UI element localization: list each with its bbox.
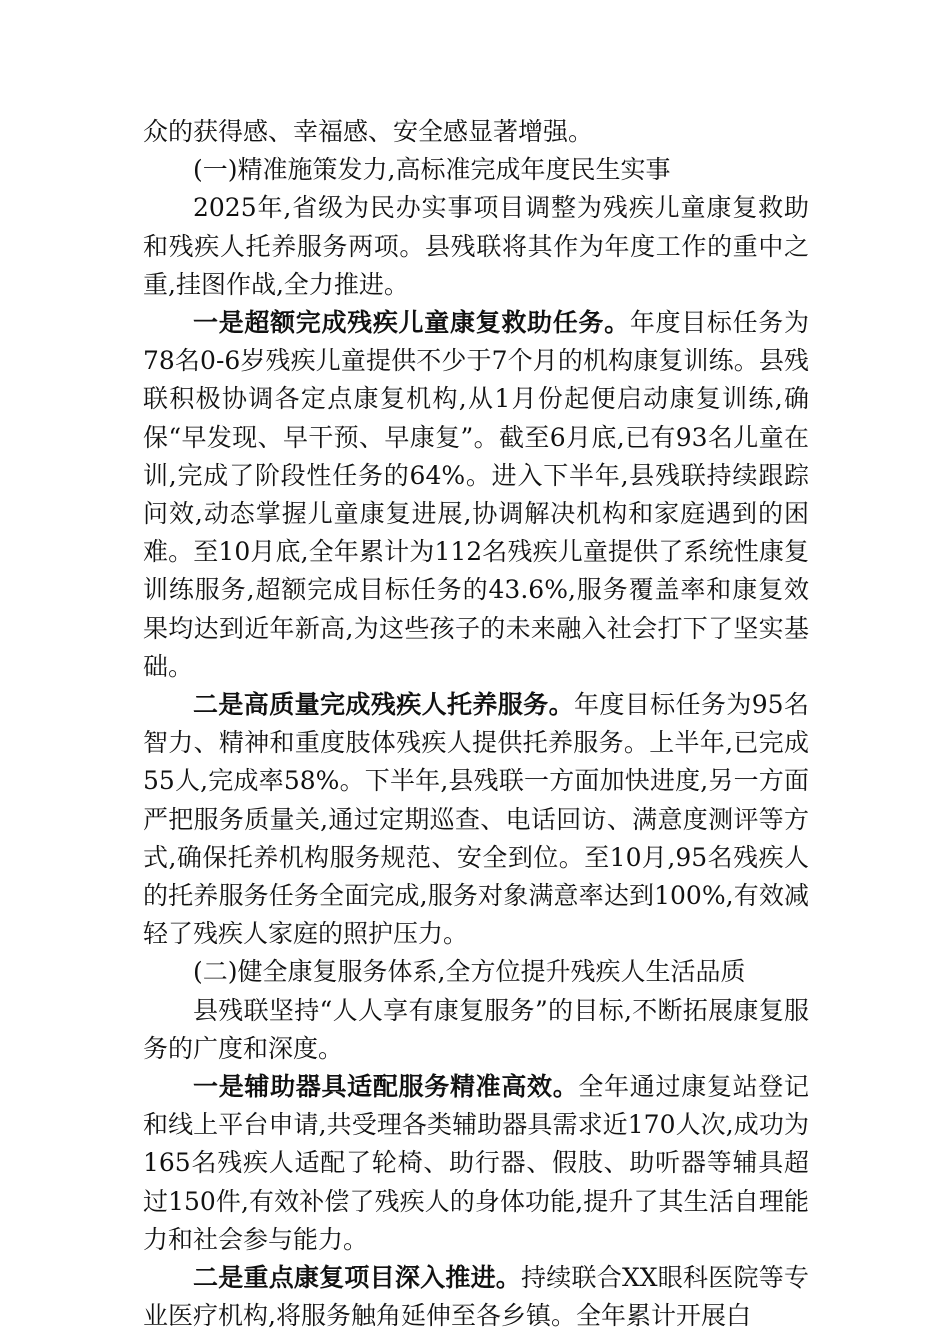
paragraph-text: 2025年,省级为民办实事项目调整为残疾儿童康复救助和残疾人托养服务两项。县残联将其作为年度工作的重中之重,挂图作战,全力推进。 bbox=[143, 193, 809, 299]
paragraph-text: 县残联坚持“人人享有康复服务”的目标,不断拓展康复服务的广度和深度。 bbox=[143, 995, 809, 1063]
paragraph-key-projects bbox=[143, 1259, 809, 1335]
paragraph-care-service bbox=[143, 686, 809, 953]
paragraph-lead: 一是辅助器具适配服务精准高效。 bbox=[193, 1072, 579, 1102]
document-body bbox=[143, 113, 809, 1336]
paragraph-assistive-devices bbox=[143, 1068, 809, 1259]
paragraph-text: 年度目标任务为95名智力、精神和重度肢体残疾人提供托养服务。上半年,已完成55人,完成率58%。下半年,县残联一方面加快进度,另一方面严把服务质量关,通过定期巡查、电话回访、满意度测评等方式,确保托养机构服务规范、安全到位。至10月,95名残疾人的托养服务任务全面完成,服务对象满意率达到100%,有效减轻了残疾人家庭的照护压力。 bbox=[143, 690, 809, 949]
section-heading-one bbox=[143, 151, 809, 189]
paragraph-text: 持续联合XX眼科医院等专业医疗机构,将服务触角延伸至各乡镇。全年累计开展白 bbox=[143, 1263, 809, 1331]
paragraph-child-rehab bbox=[143, 304, 809, 686]
paragraph-continuation bbox=[143, 113, 809, 151]
section-heading-two bbox=[143, 953, 809, 991]
heading-text: (一)精准施策发力,高标准完成年度民生实事 bbox=[193, 155, 671, 185]
heading-text: (二)健全康复服务体系,全方位提升残疾人生活品质 bbox=[193, 957, 746, 987]
paragraph-text: 年度目标任务为78名0-6岁残疾儿童提供不少于7个月的机构康复训练。县残联积极协调各定点康复机构,从1月份起便启动康复训练,确保“早发现、早干预、早康复”。截至6月底,已有93名儿童在训,完成了阶段性任务的64%。进入下半年,县残联持续跟踪问效,动态掌握儿童康复进展,协调解决机构和家庭遇到的困难。至10月底,全年累计为112名残疾儿童提供了系统性康复训练服务,超额完成目标任务的43.6%,服务覆盖率和康复效果均达到近年新高,为这些孩子的未来融入社会打下了坚实基础。 bbox=[143, 308, 809, 681]
paragraph-lead: 二是重点康复项目深入推进。 bbox=[193, 1263, 522, 1293]
paragraph-intro bbox=[143, 189, 809, 304]
paragraph-lead: 二是高质量完成残疾人托养服务。 bbox=[193, 690, 574, 720]
paragraph-text: 全年通过康复站登记和线上平台申请,共受理各类辅助器具需求近170人次,成功为165名残疾人适配了轮椅、助行器、假肢、助听器等辅具超过150件,有效补偿了残疾人的身体功能,提升了其生活自理能力和社会参与能力。 bbox=[143, 1072, 809, 1254]
paragraph-rehab-goal bbox=[143, 992, 809, 1068]
paragraph-text: 众的获得感、幸福感、安全感显著增强。 bbox=[143, 117, 594, 146]
paragraph-lead: 一是超额完成残疾儿童康复救助任务。 bbox=[193, 308, 630, 338]
